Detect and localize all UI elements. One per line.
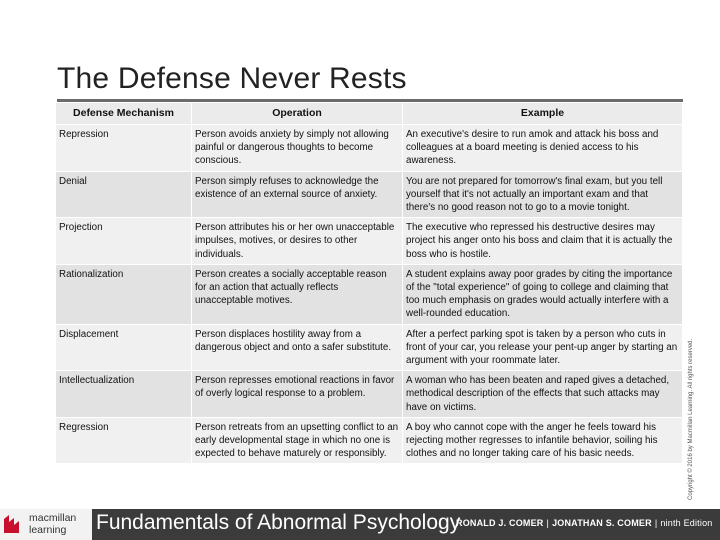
example-cell: After a perfect parking spot is taken by a person who cuts in front of your car, you release your pent-up anger by starting an argument with your roommate later. <box>403 324 683 371</box>
operation-cell: Person represses emotional reactions in favor of overly logical response to a problem. <box>192 371 403 418</box>
example-cell: A student explains away poor grades by citing the importance of the "total experience" of going to college and claiming that too much emphasis on grades would actually interfere with a well-rounded education. <box>403 264 683 324</box>
operation-cell: Person creates a socially acceptable reason for an action that actually reflects unacceptable motives. <box>192 264 403 324</box>
logo-line-1: macmillan <box>29 512 77 524</box>
example-cell: A boy who cannot cope with the anger he feels toward his rejecting mother regresses to infantile behavior, soiling his clothes and no longer taking care of his basic needs. <box>403 417 683 464</box>
mechanism-cell: Repression <box>56 125 192 172</box>
header-example: Example <box>403 103 683 125</box>
slide-title: The Defense Never Rests <box>57 62 407 95</box>
table-row <box>56 417 683 464</box>
mechanism-cell: Intellectualization <box>56 371 192 418</box>
copyright-notice: Copyright © 2016 by Macmillan Learning. All rights reserved. <box>688 338 694 500</box>
footer-bar <box>0 509 720 540</box>
operation-cell: Person simply refuses to acknowledge the existence of an external source of anxiety. <box>192 171 403 218</box>
author-1: RONALD J. COMER <box>456 518 544 528</box>
header-mechanism: Defense Mechanism <box>56 103 192 125</box>
operation-cell: Person retreats from an upsetting conflict to an early developmental stage in which no one is expected to behave maturely or responsibly. <box>192 417 403 464</box>
author-2: JONATHAN S. COMER <box>552 518 652 528</box>
mechanism-cell: Projection <box>56 218 192 265</box>
mechanism-cell: Denial <box>56 171 192 218</box>
table-row <box>56 371 683 418</box>
example-cell: The executive who repressed his destructive desires may project his anger onto his boss and claim that it is actually the boss who is hostile. <box>403 218 683 265</box>
edition-separator: | <box>654 518 658 528</box>
edition-label: ninth Edition <box>660 518 713 528</box>
mechanism-cell: Displacement <box>56 324 192 371</box>
author-credits <box>456 518 713 528</box>
table-row <box>56 324 683 371</box>
logo-wordmark <box>29 512 76 536</box>
example-cell: An executive's desire to run amok and attack his boss and colleagues at a board meeting is denied access to his awareness. <box>403 125 683 172</box>
book-title: Fundamentals of Abnormal Psychology <box>96 511 461 534</box>
mechanism-cell: Regression <box>56 417 192 464</box>
operation-cell: Person avoids anxiety by simply not allowing painful or dangerous thoughts to become conscious. <box>192 125 403 172</box>
table-row <box>56 218 683 265</box>
author-separator: | <box>546 518 550 528</box>
table-row <box>56 125 683 172</box>
table-header-row <box>56 103 683 125</box>
mechanism-cell: Rationalization <box>56 264 192 324</box>
operation-cell: Person displaces hostility away from a dangerous object and onto a safer substitute. <box>192 324 403 371</box>
macmillan-logo <box>0 509 92 540</box>
example-cell: A woman who has been beaten and raped gives a detached, methodical description of the effects that such attacks may have on victims. <box>403 371 683 418</box>
macmillan-m-icon <box>3 514 25 534</box>
table-row <box>56 264 683 324</box>
operation-cell: Person attributes his or her own unacceptable impulses, motives, or desires to other individuals. <box>192 218 403 265</box>
table-row <box>56 171 683 218</box>
defense-mechanism-table <box>55 102 683 464</box>
logo-line-2: learning <box>29 524 67 536</box>
header-operation: Operation <box>192 103 403 125</box>
example-cell: You are not prepared for tomorrow's final exam, but you tell yourself that it's not actually an important exam and that there's no good reason not to go to a movie tonight. <box>403 171 683 218</box>
